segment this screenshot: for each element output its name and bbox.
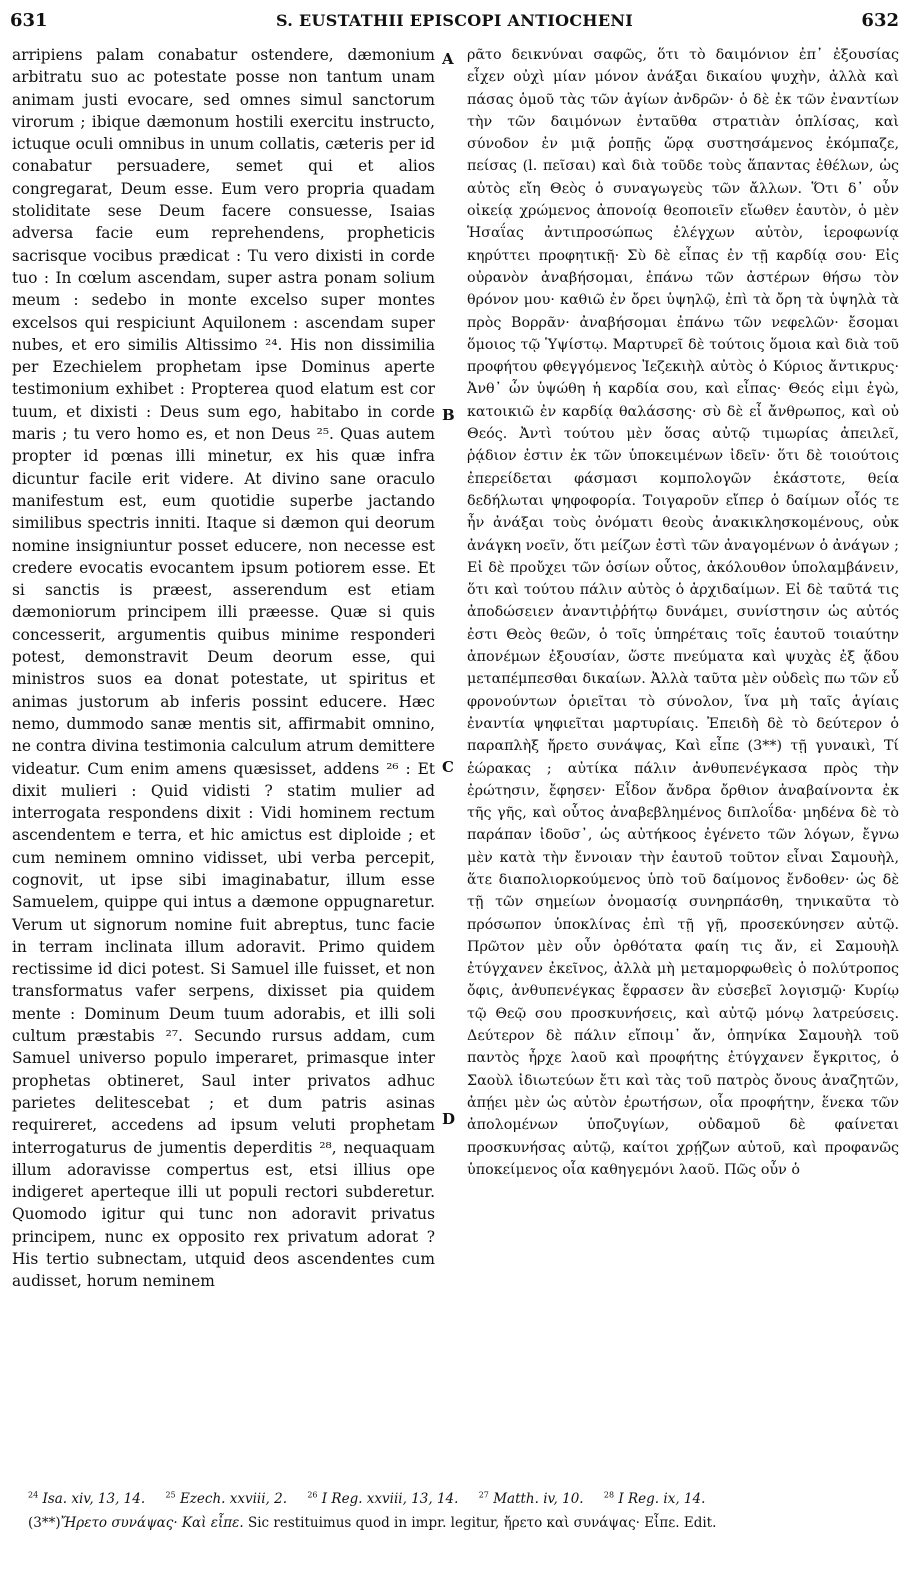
editor-note-marker: (3**) <box>28 1514 61 1531</box>
page-number-left: 631 <box>10 10 48 31</box>
footnote-ref: Isa. xiv, 13, 14. <box>42 1490 146 1507</box>
editor-note-greek: Ἤρετο συνάψας· Καὶ εἶπε. <box>60 1514 244 1531</box>
latin-text: arripiens palam conabatur ostendere, dæmonium arbitratu suo ac potestate posse non tantum unam animam justi evocare, sed omnes simul sanctorum virorum ; ibique dæmonum hostili exercitu instructo, ictuque oculi omnibus in unum collatis, cæteris per id conabatur persuadere, semet qui et alios congregarat, Deum esse. Eum vero propria quadam stoliditate sese Deum facere consuesse, Isaias adversa facie eum reprehendens, propheticis sacrisque vocibus prædicat : Tu vero dixisti in corde tuo : In cœlum ascendam, super astra ponam solium meum : sedebo in monte excelso super montes excelsos qui respiciunt Aquilonem : ascendam super nubes, et ero similis Altissimo ²⁴. His non dissimilia per Ezechielem prophetam ipse Dominus aperte testimonium exhibet : Propterea quod elatum est cor tuum, et dixisti : Deus sum ego, habitabo in corde maris ; tu vero homo es, et non Deus ²⁵. Quas autem propter id pœnas illi minetur, ex his quæ infra dicuntur facile erit videre. At divino sane oraculo manifestum est, eum quotidie superbe jactando similibus spectris inniti. Itaque si dæmon qui deorum nomine insigniuntur posset educere, non necesse est credere evocatis evocantem ipsum potiorem esse. Et si sanctis is præest, asserendum est etiam dæmoniorum principem illi præesse. Quæ si quis concesserit, argumentis quibus minime responderi potest, demonstravit Deum deorum esse, qui ministros suos ea donat potestate, ut spiritus et animas justorum ab inferis possint educere. Hæc nemo, dummodo sanæ mentis sit, affirmabit omnino, ne contra divina testimonia calculum atrum demittere videatur. Cum enim amens quæsisset, addens ²⁶ : Et dixit mulieri : Quid vidisti ? statim mulier ad interrogata respondens dixit : Vidi hominem rectum ascendentem e terra, et hic amictus est diploide ; et cum neminem omnino vidisset, ubi verba percepit, cognovit, ut ipse sibi imaginabatur, illum esse Samuelem, quippe qui intus a dæmone oppugnaretur. Verum ut signorum nomine fuit abreptus, tunc facie in terram inclinata illum adoravit. Primo quidem rectissime id dici potest. Si Samuel ille fuisset, et non transformatus vafer serpens, dixisset pia quidem mente : Dominum Deum tuum adorabis, et illi soli cultum præstabis ²⁷. Secundo rursus addam, cum Samuel universo populo imperaret, primasque inter prophetas obtineret, Saul inter privatos adhuc parietes delitescebat ; et dum patris asinas requireret, accedens ad ipsum veluti prophetam interrogaturus de jumentis deperditis ²⁸, nequaquam illum adoravisse compertus est, etsi illius ope indigeret aperteque illi ut populi rectori subderetur. Quomodo igitur qui tunc non adoravit privatus principem, nunc ex opposito rex privatum adorat ? His tertio subnectam, utquid deos ascendentes cum audisset, horum neminem <box>12 46 435 1291</box>
footnote-item <box>165 1491 287 1507</box>
margin-marker-a: A <box>442 50 454 68</box>
editor-note <box>28 1515 881 1531</box>
footnote-number: 26 <box>307 1490 318 1499</box>
running-title: S. EUSTATHII EPISCOPI ANTIOCHENI <box>275 11 634 30</box>
footnotes <box>28 1490 881 1531</box>
editor-note-sign: Edit. <box>683 1514 717 1531</box>
footnote-item <box>307 1491 458 1507</box>
footnote-item <box>604 1491 705 1507</box>
footnote-ref: I Reg. ix, 14. <box>618 1490 706 1507</box>
footnote-ref: Ezech. xxviii, 2. <box>179 1490 288 1507</box>
footnote-number: 28 <box>603 1490 615 1499</box>
greek-column <box>467 44 899 1181</box>
footnote-ref: Matth. iv, 10. <box>493 1490 584 1507</box>
margin-marker-b: B <box>442 406 455 424</box>
margin-marker-d: D <box>442 1110 456 1128</box>
footnote-line <box>28 1490 881 1507</box>
footnote-item <box>479 1491 584 1507</box>
page-number-right: 632 <box>861 10 899 31</box>
editor-note-text: Sic restituimus quod in impr. legitur, ἤρετο καὶ συνάψας· Εἶπε. <box>247 1514 680 1531</box>
latin-column <box>12 44 435 1293</box>
footnote-item <box>28 1491 145 1507</box>
footnote-number: 24 <box>28 1490 39 1499</box>
greek-text: ρᾶτο δεικνύναι σαφῶς, ὅτι τὸ δαιμόνιον ἐπ᾽ ἐξουσίας εἶχεν οὐχὶ μίαν μόνον ἀνάξαι δικαίου ψυχὴν, ἀλλὰ καὶ πάσας ὁμοῦ τὰς τῶν ἁγίων ἀνδρῶν· ὁ δὲ ἐκ τῶν ἐναντίων τὴν τῶν δαιμόνων ἐνταῦθα στρατιὰν ὁπλίσας, καὶ σύνοδον ἐν μιᾷ ῥοπῇς ὥρᾳ συστησάμενος ἐκόμπαζε, πείσας (l. πεῖσαι) καὶ διὰ τοῦδε τοὺς ἅπαντας ἐθέλων, ὡς αὐτὸς εἴη Θεὸς ὁ συναγωγεὺς τῶν ἄλλων. Ὅτι δ᾽ οὖν οἰκείᾳ χρώμενος ἀπονοίᾳ θεοποιεῖν εἴωθεν ἑαυτὸν, ὁ μὲν Ἡσαΐας ἀντιπροσώπως ἐλέγχων αὐτὸν, ἱεροφωνίᾳ κηρύττει προφητικῇ· Σὺ δὲ εἶπας ἐν τῇ καρδίᾳ σου· Εἰς οὐρανὸν ἀναβήσομαι, ἐπάνω τῶν ἀστέρων θήσω τὸν θρόνον μου· καθιῶ ἐν ὄρει ὑψηλῷ, ἐπὶ τὰ ὄρη τὰ ὑψηλὰ τὰ πρὸς Βορρᾶν· ἀναβήσομαι ἐπάνω τῶν νεφελῶν· ἔσομαι ὅμοιος τῷ Ὑψίστῳ. Μαρτυρεῖ δὲ τούτοις ὅμοια καὶ διὰ τοῦ προφήτου φθεγγόμενος Ἰεζεκιὴλ αὐτὸς ὁ Κύριος ἄντικρυς· Ἀνθ᾽ ὧν ὑψώθη ἡ καρδία σου, καὶ εἶπας· Θεός εἰμι ἐγὼ, κατοικιῶ ἐν καρδίᾳ θαλάσσης· σὺ δὲ εἶ ἄνθρωπος, καὶ οὐ Θεός. Ἀντὶ τούτου μὲν ὅσας αὐτῷ τιμωρίας ἀπειλεῖ, ῥᾴδιον ἐστιν ἐκ τῶν ὑποκειμένων ἰδεῖν· ὅτι δὲ τοιούτοις ἐπερείδεται φάσμασι κομπολογῶν ἑκάστοτε, θεία δεδήλωται ψηφοφορία. Τοιγαροῦν εἴπερ ὁ δαίμων οἷός τε ἦν ἀνάξαι τοὺς ὀνόματι θεοὺς ἀνακικλησκομένους, οὐκ ἀνάγκη νοεῖν, ὅτι μείζων ἐστὶ τῶν ἀναγομένων ὁ ἀνάγων ; Εἰ δὲ προὔχει τῶν ὁσίων οὗτος, ἀκόλουθον ὑπολαμβάνειν, ὅτι καὶ τούτου πάλιν αὐτὸς ὁ ἀρχιδαίμων. Εἰ δὲ ταῦτά τις ἀποδώσειεν ἀναντιῤῥήτῳ δυνάμει, συνίστησιν ὡς αὐτός ἐστι Θεὸς θεῶν, ὁ τοῖς ὑπηρέταις τοῖς ἑαυτοῦ τοιαύτην ἀπονέμων ἐξουσίαν, ὥστε πνεύματα καὶ ψυχὰς ἐξ ᾅδου μεταπέμπεσθαι δικαίων. Ἀλλὰ ταῦτα μὲν οὐδεὶς πω τῶν εὖ φρονούντων ὁριεῖται τὸ σύνολον, ἵνα μὴ ταῖς ἁγίαις ἐναντία ψηφιεῖται μαρτυρίαις. Ἐπειδὴ δὲ τὸ δεύτερον ὁ παραπλὴξ ἤρετο συνάψας, Καὶ εἶπε (3**) τῇ γυναικὶ, Τί ἑώρακας ; αὐτίκα πάλιν ἀνθυπενέγκασα πρὸς τὴν ἐρώτησιν, ἔφησεν· Εἶδον ἄνδρα ὄρθιον ἀναβαίνοντα ἐκ τῆς γῆς, καὶ οὗτος ἀναβεβλημένος διπλοΐδα· μηδένα δὲ τὸ παράπαν ἰδοῦσ᾽, ὡς αὐτήκοος ἐγένετο τῶν λόγων, ἔγνω μὲν κατὰ τὴν ἔννοιαν τὴν ἑαυτοῦ τοῦτον εἶναι Σαμουὴλ, ἅτε διαπολιορκούμενος ὑπὸ τοῦ δαίμονος ἔνδοθεν· ὡς δὲ τῇ τῶν σημείων ὀνομασίᾳ συνηρπάσθη, τηνικαῦτα τὸ πρόσωπον ὑποκλίνας ἐπὶ τῇ γῇ, προσεκύνησεν αὐτῷ. Πρῶτον μὲν οὖν ὀρθότατα φαίη τις ἄν, εἰ Σαμουὴλ ἐτύγχανεν ἐκεῖνος, ἀλλὰ μὴ μεταμορφωθεὶς ὁ πολύτροπος ὄφις, ἀνθυπενέγκας ἔφρασεν ἂν εὐσεβεῖ λογισμῷ· Κυρίῳ τῷ Θεῷ σου προσκυνήσεις, καὶ αὐτῷ μόνῳ λατρεύσεις. Δεύτερον δὲ πάλιν εἴποιμ᾽ ἄν, ὁπηνίκα Σαμουὴλ τοῦ παντὸς ἦρχε λαοῦ καὶ προφήτης ἐτύγχανεν ἔγκριτος, ὁ Σαοὺλ ἰδιωτεύων ἔτι καὶ τὰς τοῦ πατρὸς ὄνους ἀναζητῶν, ἀπῄει μὲν ὡς αὐτὸν ἐρωτήσων, οἷα προφήτην, ἕνεκα τῶν ἀπολομένων ὑποζυγίων, οὐδαμοῦ δὲ φαίνεται προσκυνήσας αὐτῷ, καίτοι χρῄζων αὐτοῦ, καὶ προφανῶς ὑποκείμενος οἷα καθηγεμόνι λαοῦ. Πῶς οὖν ὁ <box>467 47 899 1178</box>
margin-marker-c: C <box>442 758 454 776</box>
running-header <box>10 10 899 36</box>
footnote-number: 27 <box>478 1490 489 1499</box>
footnote-number: 25 <box>165 1490 176 1499</box>
footnote-ref: I Reg. xxviii, 13, 14. <box>321 1490 459 1507</box>
